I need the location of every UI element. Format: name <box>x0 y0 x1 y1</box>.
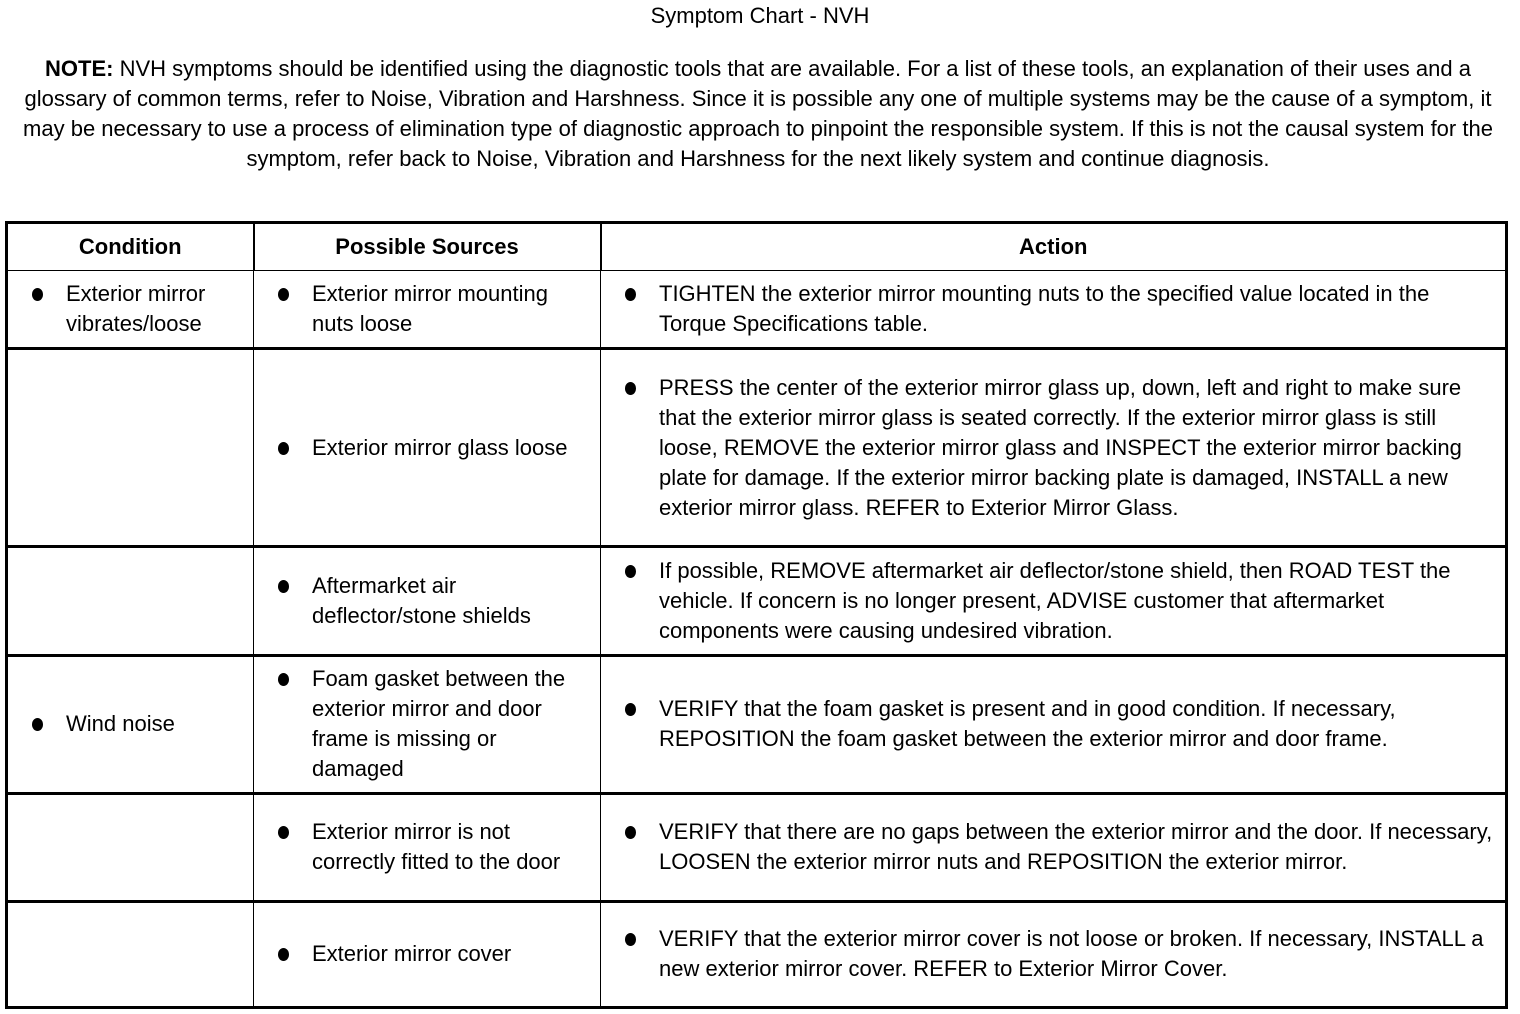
source-cell <box>254 271 601 349</box>
condition-cell <box>7 349 254 547</box>
bullet-icon <box>625 288 636 301</box>
table-row <box>7 547 1507 655</box>
source-text: Exterior mirror cover <box>312 941 512 967</box>
header-condition: Condition <box>7 223 254 271</box>
condition-cell <box>7 271 254 349</box>
bullet-icon <box>278 826 289 839</box>
action-cell <box>601 271 1507 349</box>
condition-cell <box>7 901 254 1007</box>
table-row <box>7 793 1507 901</box>
bullet-icon <box>32 718 43 731</box>
action-text: VERIFY that there are no gaps between the exterior mirror and the door. If necessary, LOOSEN the exterior mirror nuts and REPOSITION the exterior mirror. <box>659 819 1493 875</box>
source-cell <box>254 901 601 1007</box>
action-cell <box>601 547 1507 655</box>
action-cell <box>601 349 1507 547</box>
table-row <box>7 655 1507 793</box>
action-text: VERIFY that the foam gasket is present and in good condition. If necessary, REPOSITION the foam gasket between the exterior mirror and door frame. <box>659 696 1396 752</box>
bullet-icon <box>32 288 43 301</box>
condition-cell <box>7 547 254 655</box>
header-action: Action <box>601 223 1507 271</box>
note-label: NOTE: <box>45 56 114 81</box>
action-text: VERIFY that the exterior mirror cover is not loose or broken. If necessary, INSTALL a new exterior mirror cover. REFER to Exterior Mirror Cover. <box>659 926 1484 982</box>
action-cell <box>601 793 1507 901</box>
page-title: Symptom Chart - NVH <box>650 3 870 28</box>
action-cell <box>601 655 1507 793</box>
action-text: If possible, REMOVE aftermarket air deflector/stone shield, then ROAD TEST the vehicle. If concern is no longer present, ADVISE customer that aftermarket components were causing undesired vibration. <box>659 557 1451 643</box>
action-cell <box>601 901 1507 1007</box>
condition-cell <box>7 655 254 793</box>
source-text: Foam gasket between the exterior mirror and door frame is missing or damaged <box>312 666 566 782</box>
table-row <box>7 349 1507 547</box>
source-cell <box>254 349 601 547</box>
bullet-icon <box>278 948 289 961</box>
condition-text: Exterior mirror vibrates/loose <box>66 281 206 337</box>
action-text: TIGHTEN the exterior mirror mounting nuts to the specified value located in the Torque Specifications table. <box>659 281 1430 337</box>
bullet-icon <box>278 673 289 686</box>
note-paragraph <box>4 54 1512 174</box>
action-text: PRESS the center of the exterior mirror glass up, down, left and right to make sure that the exterior mirror glass is seated correctly. If the exterior mirror glass is still loose, REMOVE the exterior mirror glass and INSPECT the exterior mirror backing plate for damage. If the exterior mirror backing plate is damaged, INSTALL a new exterior mirror glass. REFER to Exterior Mirror Glass. <box>659 374 1462 520</box>
source-cell <box>254 547 601 655</box>
note-text: NVH symptoms should be identified using the diagnostic tools that are available. For a list of these tools, an explanation of their uses and a glossary of common terms, refer to Noise, Vibration and Harshness. Since it is possible any one of multiple systems may be the cause of a symptom, it may be necessary to use a process of elimination type of diagnostic approach to pinpoint the responsible system. If this is not the causal system for the symptom, refer back to Noise, Vibration and Harshness for the next likely system and continue diagnosis. <box>23 56 1493 171</box>
table-row <box>7 271 1507 349</box>
bullet-icon <box>278 288 289 301</box>
symptom-chart-table <box>5 221 1508 1009</box>
source-text: Exterior mirror mounting nuts loose <box>312 281 548 337</box>
source-cell <box>254 655 601 793</box>
bullet-icon <box>625 826 636 839</box>
bullet-icon <box>625 703 636 716</box>
bullet-icon <box>625 933 636 946</box>
bullet-icon <box>278 442 289 455</box>
source-cell <box>254 793 601 901</box>
table-header-row <box>7 223 1507 271</box>
source-text: Aftermarket air deflector/stone shields <box>312 572 531 628</box>
table-row <box>7 901 1507 1007</box>
bullet-icon <box>625 565 636 578</box>
bullet-icon <box>625 382 636 395</box>
header-possible-sources: Possible Sources <box>254 223 601 271</box>
bullet-icon <box>278 580 289 593</box>
source-text: Exterior mirror glass loose <box>312 434 568 460</box>
source-text: Exterior mirror is not correctly fitted to the door <box>312 819 561 875</box>
condition-text: Wind noise <box>66 711 175 737</box>
condition-cell <box>7 793 254 901</box>
